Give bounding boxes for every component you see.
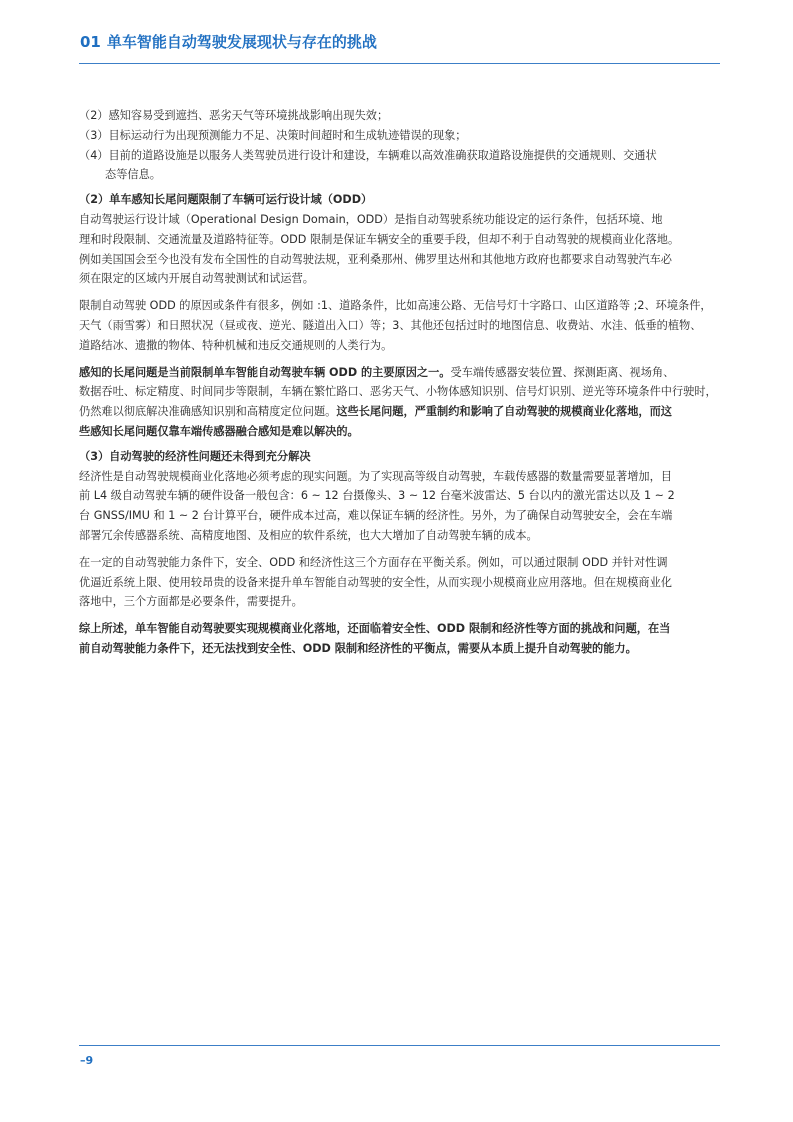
text-line: 数据吞吐、标定精度、时间同步等限制，车辆在繁忙路口、恶劣天气、小物体感知识别、信号灯识别、逆光等环境条件中行驶时，	[79, 385, 717, 399]
page-number: –9	[80, 1054, 94, 1067]
text-line: 前 L4 级自动驾驶车辆的硬件设备一般包含：6 ~ 12 台摄像头、3 ~ 12 台毫米波雷达、5 台以内的激光雷达以及 1 ~ 2	[79, 489, 675, 503]
footer-divider	[79, 1045, 720, 1046]
text-line: 例如美国国会至今也没有发布全国性的自动驾驶法规，亚利桑那州、佛罗里达州和其他地方政府也都要求自动驾驶汽车必	[79, 252, 672, 266]
text-line: 综上所述，单车智能自动驾驶要实现规模商业化落地，还面临着安全性、ODD 限制和经济性等方面的挑战和问题，在当	[79, 622, 671, 636]
header-title	[80, 31, 720, 53]
text-line: 天气（雨雪雾）和日照状况（昼或夜、逆光、隧道出入口）等；3、其他还包括过时的地图信息、收费站、水洼、低垂的植物、	[79, 318, 702, 332]
text-line: 经济性是自动驾驶规模商业化落地必须考虑的现实问题。为了实现高等级自动驾驶，车载传感器的数量需要显著增加，目	[79, 469, 672, 483]
text-line	[79, 363, 720, 383]
list-item-continuation: 态等信息。	[105, 168, 161, 182]
paragraph	[79, 363, 720, 442]
text-line: 在一定的自动驾驶能力条件下，安全、ODD 和经济性这三个方面存在平衡关系。例如，可以通过限制 ODD 并针对性调	[79, 555, 668, 569]
list-item: （2）感知容易受到遮挡、恶劣天气等环境挑战影响出现失效；	[79, 109, 389, 122]
text-line: 自动驾驶运行设计域（Operational Design Domain，ODD）是指自动驾驶系统功能设定的运行条件，包括环境、地	[79, 212, 663, 226]
text-line: 限制自动驾驶 ODD 的原因或条件有很多，例如 :1、道路条件，比如高速公路、无信号灯十字路口、山区道路等 ;2、环境条件，	[79, 299, 712, 313]
section-heading: （2）单车感知长尾问题限制了车辆可运行设计域（ODD）	[79, 193, 373, 207]
text-line: 优逼近系统上限、使用较昂贵的设备来提升单车智能自动驾驶的安全性，从而实现小规模商业应用落地。但在规模商业化	[79, 575, 672, 589]
text-line: 须在限定的区域内开展自动驾驶测试和试运营。	[79, 272, 314, 286]
paragraph	[79, 467, 720, 546]
text-line: 道路结冰、遗撒的物体、特种机械和违反交通规则的人类行为。	[79, 338, 393, 352]
paragraph	[79, 210, 720, 289]
chapter-title: 单车智能自动驾驶发展现状与存在的挑战	[106, 33, 377, 51]
header-divider	[79, 63, 720, 64]
section-heading: （3）自动驾驶的经济性问题还未得到充分解决	[79, 449, 311, 463]
plain-text: 仍然难以彻底解决准确感知识别和高精度定位问题。	[79, 405, 337, 419]
emphasis-text: 这些长尾问题，严重制约和影响了自动驾驶的规模商业化落地，而这	[336, 405, 672, 419]
paragraph	[79, 553, 720, 612]
text-line: 前自动驾驶能力条件下，还无法找到安全性、ODD 限制和经济性的平衡点，需要从本质上提升自动驾驶的能力。	[79, 641, 637, 655]
list-item-text: （4）目前的道路设施是以服务人类驾驶员进行设计和建设，车辆难以高效准确获取道路设施提供的交通规则、交通状	[79, 148, 657, 162]
text-line: 理和时段限制、交通流量及道路特征等。ODD 限制是保证车辆安全的重要手段，但却不利于自动驾驶的规模商业化落地。	[79, 232, 680, 246]
summary-paragraph	[79, 619, 720, 659]
list-item	[79, 146, 720, 186]
text-line: 台 GNSS/IMU 和 1 ~ 2 台计算平台，硬件成本过高，难以保证车辆的经济性。另外，为了确保自动驾驶安全，会在车端	[79, 509, 673, 523]
paragraph	[79, 296, 720, 355]
text-line	[79, 402, 720, 422]
text-line: 些感知长尾问题仅靠车端传感器融合感知是难以解决的。	[79, 424, 359, 438]
text-line: 落地中，三个方面都是必要条件，需要提升。	[79, 595, 303, 609]
list-item: （3）目标运动行为出现预测能力不足、决策时间超时和生成轨迹错误的现象；	[79, 128, 467, 142]
chapter-number: 01	[80, 33, 101, 51]
emphasis-text: 感知的长尾问题是当前限制单车智能自动驾驶车辆 ODD 的主要原因之一。	[79, 365, 451, 379]
page-header	[80, 31, 720, 53]
plain-text: 受车端传感器安装位置、探测距离、视场角、	[450, 365, 675, 379]
document-body	[79, 106, 720, 659]
text-line: 部署冗余传感器系统、高精度地图、及相应的软件系统，也大大增加了自动驾驶车辆的成本。	[79, 528, 538, 542]
